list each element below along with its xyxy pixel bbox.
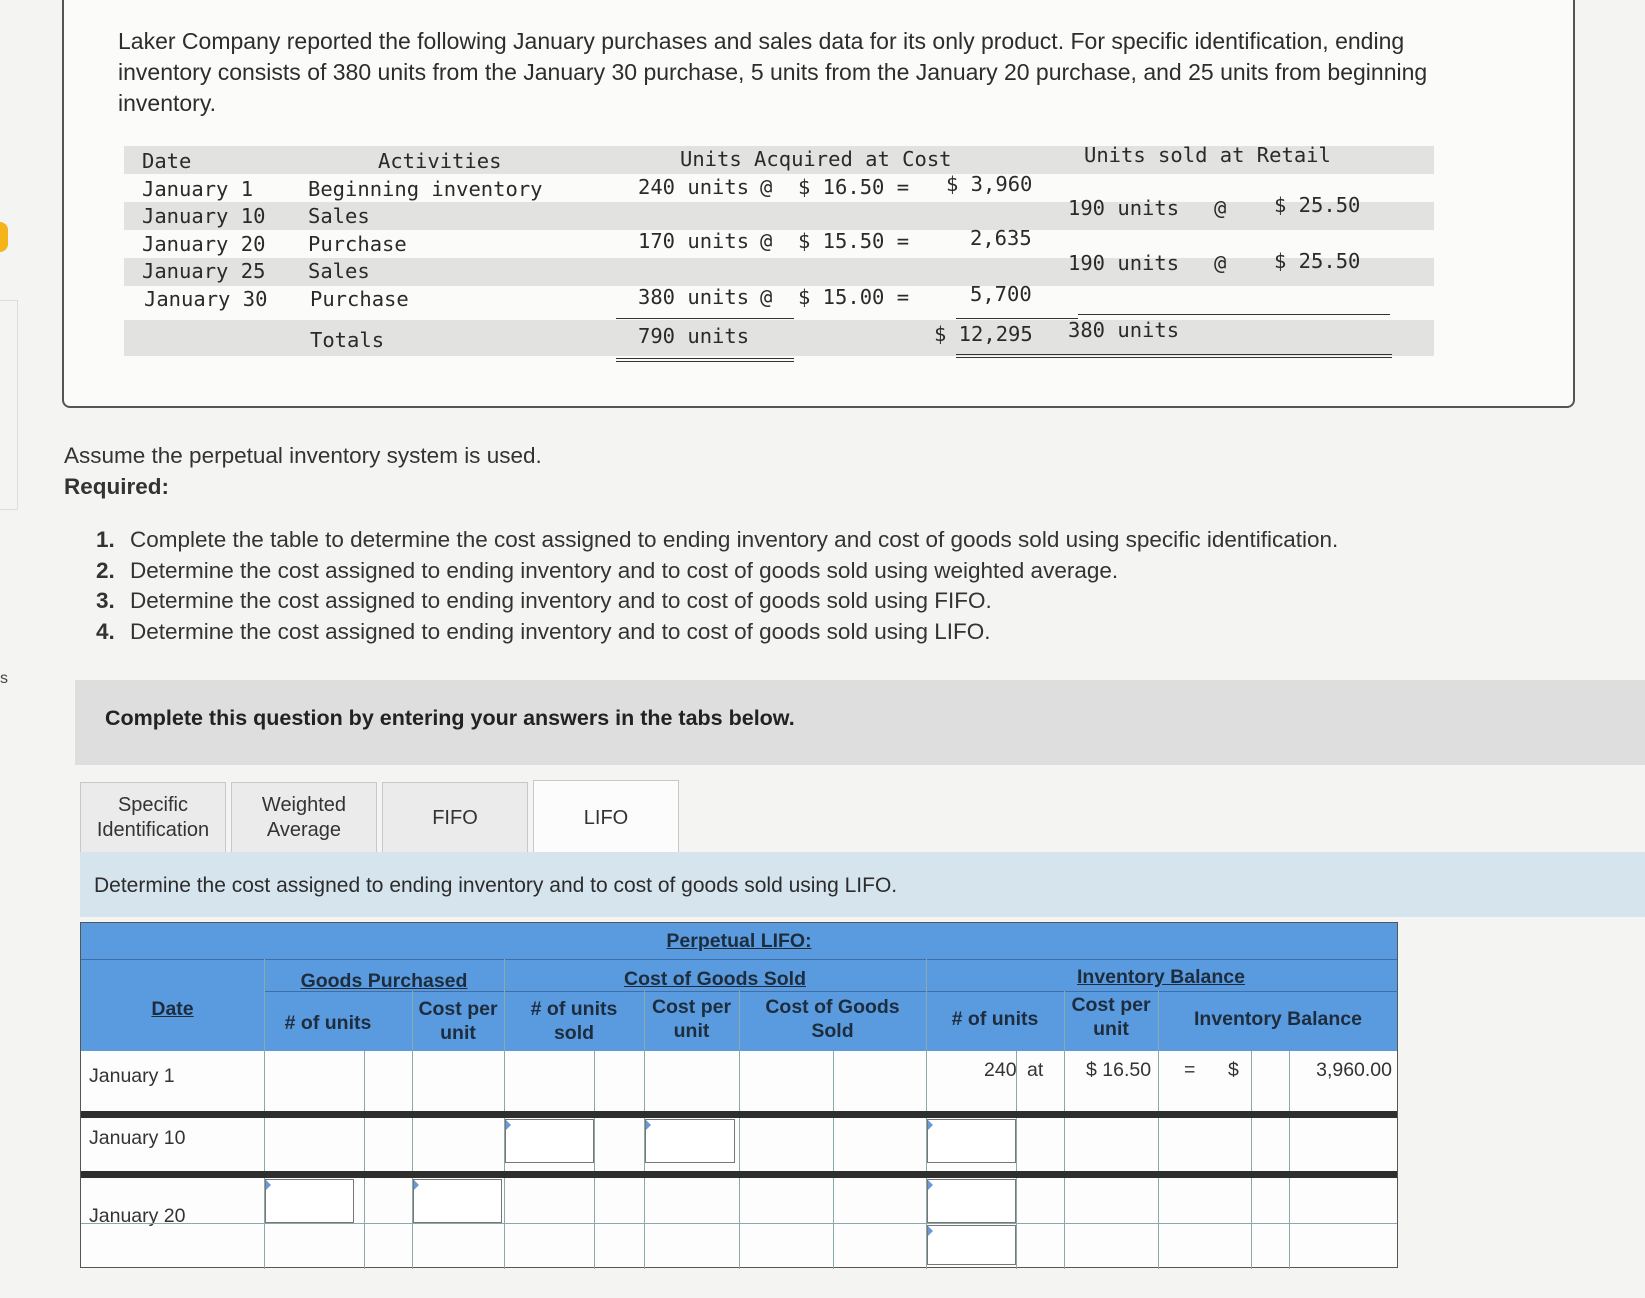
tab-weighted-average[interactable] xyxy=(231,782,377,854)
divider xyxy=(81,1223,1397,1224)
divider xyxy=(594,1051,595,1269)
tab-label: Average xyxy=(266,819,342,841)
acq-units: 170 units xyxy=(638,229,750,253)
row-activity: Purchase xyxy=(308,232,407,256)
required-label: Required: xyxy=(64,474,170,499)
underline xyxy=(1078,314,1390,315)
divider xyxy=(364,1051,365,1269)
underline xyxy=(616,318,794,319)
table-row xyxy=(124,193,1434,230)
acq-at: @ xyxy=(760,175,773,199)
sold-at: @ xyxy=(1214,251,1227,275)
divider xyxy=(264,991,1398,992)
panel-prompt-text: Determine the cost assigned to ending inventory and to cost of goods sold using LIFO. xyxy=(94,874,898,897)
col-label: # of units xyxy=(530,998,618,1020)
margin-letter: s xyxy=(0,670,8,687)
header-sold: Units sold at Retail xyxy=(1084,143,1331,167)
acq-cost: $ 16.50 = xyxy=(798,175,910,199)
header-activities: Activities xyxy=(378,149,502,173)
acq-units: 240 units xyxy=(638,175,750,199)
row-date: January 20 xyxy=(142,232,266,256)
divider xyxy=(833,1051,834,1269)
sold-units: 190 units xyxy=(1068,251,1180,275)
row-date: January 1 xyxy=(142,177,254,201)
col-label: Sold xyxy=(811,1020,854,1042)
divider xyxy=(1289,1051,1290,1269)
instructions-text: Complete this question by entering your answers in the tabs below. xyxy=(105,706,795,730)
acq-total: 2,635 xyxy=(970,226,1032,250)
col-label: unit xyxy=(673,1020,710,1042)
group-goods-purchased xyxy=(264,969,504,993)
row-date: January 10 xyxy=(142,204,266,228)
group-label: Goods Purchased xyxy=(300,970,468,992)
col-purchased-cost xyxy=(412,997,504,1045)
purchases-sales-table xyxy=(124,143,1434,368)
lifo-title: Perpetual LIFO: xyxy=(666,930,812,952)
inv-at: at xyxy=(1027,1059,1044,1081)
col-label: Cost per xyxy=(651,996,732,1018)
assumption-text xyxy=(64,440,542,502)
group-label: Cost of Goods Sold xyxy=(624,968,806,990)
col-date-header xyxy=(81,997,264,1021)
list-item xyxy=(96,617,1338,648)
tab-label: Identification xyxy=(96,819,210,841)
col-label: Cost of Goods xyxy=(765,996,900,1018)
col-label: unit xyxy=(1093,1018,1129,1040)
tab-lifo[interactable] xyxy=(533,780,679,856)
col-date-label: Date xyxy=(151,998,194,1020)
item-number: 3. xyxy=(96,588,115,613)
row-activity: Sales xyxy=(308,259,370,283)
totals-acq-units: 790 units xyxy=(638,324,750,348)
side-indicator xyxy=(0,222,8,252)
tab-specific-identification[interactable] xyxy=(80,782,226,854)
side-panel-edge xyxy=(0,300,18,510)
row-activity: Beginning inventory xyxy=(308,177,543,201)
double-underline xyxy=(956,354,1392,358)
problem-intro: Laker Company reported the following January purchases and sales data for its only product. For specific identification, ending inventory consists of 380 units from the January 30 purchase, 5 units from the January 20 purchase, and 25 units from beginning inventory. xyxy=(118,28,1428,116)
acq-at: @ xyxy=(760,285,773,309)
inventory-units-input[interactable] xyxy=(927,1179,1016,1223)
sold-at: @ xyxy=(1214,196,1227,220)
divider xyxy=(412,991,413,1269)
assume-line: Assume the perpetual inventory system is used. xyxy=(64,443,542,468)
totals-label: Totals xyxy=(310,328,385,352)
col-inventory-cost xyxy=(1064,993,1158,1041)
row-separator xyxy=(81,1111,1397,1118)
underline xyxy=(956,318,1078,319)
col-label: Cost per xyxy=(1071,994,1151,1016)
sold-price: $ 25.50 xyxy=(1274,193,1361,217)
row-activity: Purchase xyxy=(310,287,409,311)
acq-cost: $ 15.00 = xyxy=(798,285,910,309)
inv-equals: = xyxy=(1184,1059,1196,1081)
col-cogs-cost xyxy=(644,995,739,1043)
row-date: January 25 xyxy=(142,259,266,283)
cogs-cost-input[interactable] xyxy=(645,1119,735,1163)
divider xyxy=(1064,991,1065,1269)
list-item xyxy=(96,586,1338,617)
col-cogs-total xyxy=(739,995,926,1043)
col-label: sold xyxy=(553,1022,595,1044)
divider xyxy=(1251,1051,1252,1269)
acq-total: 5,700 xyxy=(970,282,1032,306)
item-text: Determine the cost assigned to ending inventory and to cost of goods sold using FIFO. xyxy=(130,588,992,613)
acq-units: 380 units xyxy=(638,285,750,309)
group-cogs xyxy=(504,967,926,991)
col-cogs-units xyxy=(504,997,644,1045)
item-number: 4. xyxy=(96,618,115,644)
table-row xyxy=(124,282,1434,314)
col-inventory-balance: Inventory Balance xyxy=(1194,1008,1362,1030)
row-date: January 10 xyxy=(89,1127,186,1149)
purchased-cost-input[interactable] xyxy=(413,1179,502,1223)
tab-label: FIFO xyxy=(432,806,478,829)
perpetual-lifo-table xyxy=(80,922,1398,1268)
list-item xyxy=(96,525,1338,556)
row-date: January 1 xyxy=(89,1065,175,1087)
totals-sold-units: 380 units xyxy=(1068,318,1180,342)
tab-fifo[interactable] xyxy=(382,782,528,854)
row-date: January 20 xyxy=(89,1205,186,1227)
totals-acq-total: $ 12,295 xyxy=(934,322,1033,346)
inv-balance: 3,960.00 xyxy=(1316,1059,1392,1081)
tab-panel-prompt xyxy=(80,852,1645,917)
inv-cost: $ 16.50 xyxy=(1086,1059,1152,1081)
inventory-units-input[interactable] xyxy=(927,1119,1016,1163)
header-acquired: Units Acquired at Cost xyxy=(680,147,952,171)
inventory-units-input[interactable] xyxy=(927,1225,1016,1265)
tab-label: Weighted xyxy=(261,794,347,816)
item-text: Determine the cost assigned to ending inventory and to cost of goods sold using weighted average. xyxy=(130,557,1119,583)
header-date: Date xyxy=(142,149,192,173)
col-purchased-units: # of units xyxy=(284,1012,372,1034)
divider xyxy=(1016,1051,1017,1269)
lifo-title-bar xyxy=(81,923,1397,959)
table-row xyxy=(124,249,1434,286)
inv-dollar: $ xyxy=(1228,1059,1239,1081)
col-label: unit xyxy=(440,1022,476,1044)
inv-units: 240 xyxy=(984,1059,1017,1081)
divider xyxy=(1158,991,1159,1269)
row-separator xyxy=(81,1171,1397,1178)
purchased-units-input[interactable] xyxy=(265,1179,354,1223)
divider xyxy=(739,991,740,1269)
item-text: Complete the table to determine the cost assigned to ending inventory and cost of goods sold using specific identification. xyxy=(130,527,1339,552)
totals-row xyxy=(124,320,1434,356)
sold-price: $ 25.50 xyxy=(1274,249,1361,273)
cogs-units-input[interactable] xyxy=(505,1119,594,1163)
list-item xyxy=(96,556,1338,587)
row-date: January 30 xyxy=(144,287,268,311)
sold-units: 190 units xyxy=(1068,196,1180,220)
col-label: Cost per xyxy=(418,998,498,1020)
acq-at: @ xyxy=(760,229,773,253)
acq-total: $ 3,960 xyxy=(946,172,1033,196)
tab-label: LIFO xyxy=(583,807,629,829)
item-number: 2. xyxy=(96,557,115,583)
double-underline xyxy=(616,358,794,362)
instructions-banner xyxy=(75,680,1645,765)
col-inventory-units: # of units xyxy=(951,1008,1039,1030)
divider xyxy=(81,959,1397,960)
item-text: Determine the cost assigned to ending inventory and to cost of goods sold using LIFO. xyxy=(130,618,991,644)
acq-cost: $ 15.50 = xyxy=(798,229,910,253)
table-header-row xyxy=(124,143,1434,174)
group-inventory-balance xyxy=(926,965,1396,989)
table-row xyxy=(124,174,1434,202)
requirements-list xyxy=(96,525,1338,647)
tab-label: Specific xyxy=(117,794,188,816)
group-label: Inventory Balance xyxy=(1077,966,1245,988)
item-number: 1. xyxy=(96,527,115,552)
table-row xyxy=(124,226,1434,258)
row-activity: Sales xyxy=(308,204,370,228)
